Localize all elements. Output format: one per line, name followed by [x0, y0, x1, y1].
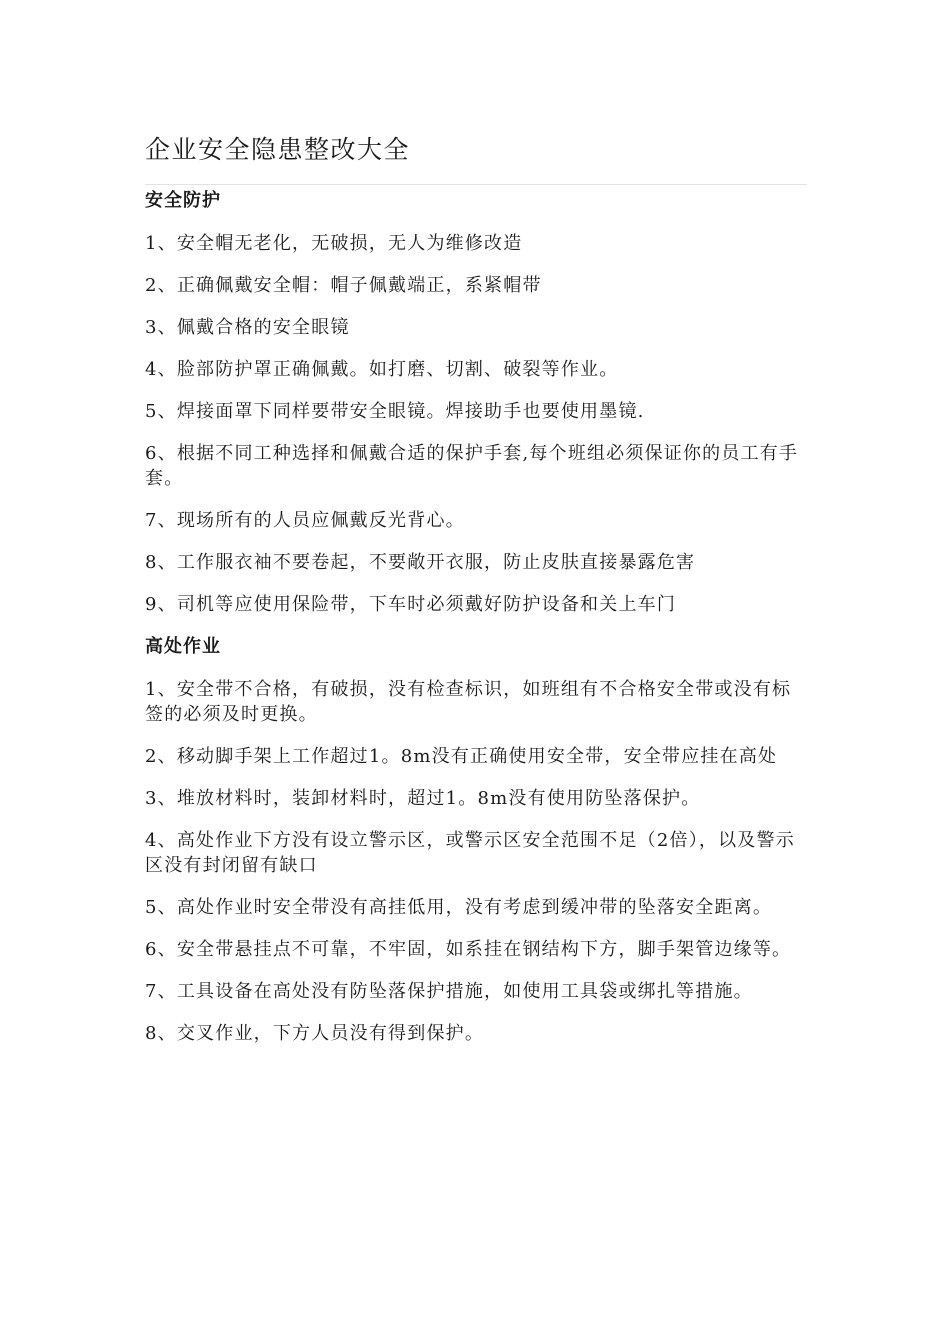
list-item: 1、安全带不合格，有破损，没有检查标识，如班组有不合格安全带或没有标签的必须及时更换。 — [145, 679, 792, 725]
list-item: 4、脸部防护罩正确佩戴。如打磨、切割、破裂等作业。 — [145, 359, 619, 380]
list-item: 9、司机等应使用保险带，下车时必须戴好防护设备和关上车门 — [145, 594, 677, 615]
list-item: 5、焊接面罩下同样要带安全眼镜。焊接助手也要使用墨镜. — [145, 401, 645, 422]
document-page — [145, 130, 807, 1046]
list-item: 1、安全帽无老化，无破损，无人为维修改造 — [145, 233, 523, 254]
section-heading: 安全防护 — [145, 190, 221, 211]
section-safety-protection — [145, 188, 807, 617]
list-item: 8、交叉作业，下方人员没有得到保护。 — [145, 1023, 485, 1044]
list-item: 7、工具设备在高处没有防坠落保护措施，如使用工具袋或绑扎等措施。 — [145, 981, 753, 1002]
list-item: 3、堆放材料时，装卸材料时，超过1。8m没有使用防坠落保护。 — [145, 788, 701, 809]
list-item: 7、现场所有的人员应佩戴反光背心。 — [145, 510, 465, 531]
list-item: 6、安全带悬挂点不可靠，不牢固，如系挂在钢结构下方，脚手架管边缘等。 — [145, 939, 792, 960]
list-item: 3、佩戴合格的安全眼镜 — [145, 317, 350, 338]
section-heading: 高处作业 — [145, 636, 221, 657]
list-item: 2、正确佩戴安全帽：帽子佩戴端正，系紧帽带 — [145, 275, 542, 296]
list-item: 8、工作服衣袖不要卷起，不要敞开衣服，防止皮肤直接暴露危害 — [145, 552, 696, 573]
list-item: 2、移动脚手架上工作超过1。8m没有正确使用安全带，安全带应挂在高处 — [145, 746, 778, 767]
section-work-at-height — [145, 634, 807, 1046]
list-item: 6、根据不同工种选择和佩戴合适的保护手套,每个班组必须保证你的员工有手套。 — [145, 443, 799, 489]
list-item: 4、高处作业下方没有设立警示区，或警示区安全范围不足（2倍），以及警示区没有封闭留有缺口 — [145, 830, 795, 876]
list-item: 5、高处作业时安全带没有高挂低用，没有考虑到缓冲带的坠落安全距离。 — [145, 897, 773, 918]
document-title: 企业安全隐患整改大全 — [145, 130, 807, 185]
